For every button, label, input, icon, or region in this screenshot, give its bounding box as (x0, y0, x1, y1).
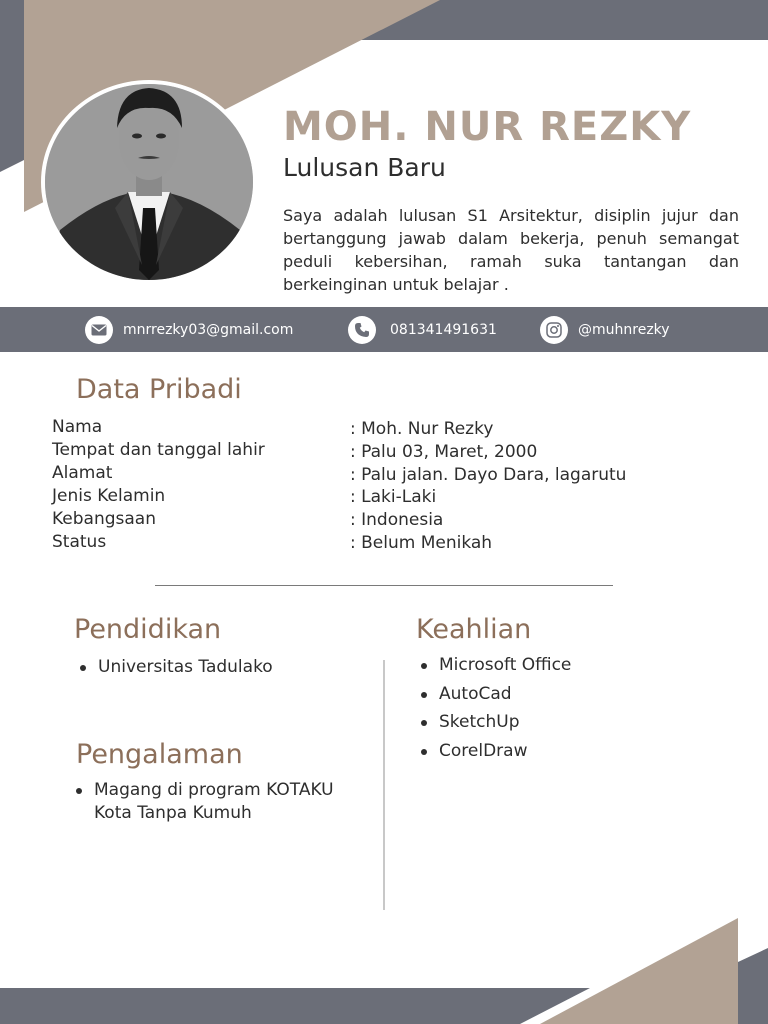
experience-heading: Pengalaman (76, 739, 243, 770)
profile-summary: Saya adalah lulusan S1 Arsitektur, disiplin jujur dan bertanggung jawab dalam bekerja, penuh semangat peduli kebersihan, ramah suka tantangan dan berkeinginan untuk belajar . (283, 206, 739, 294)
skills-heading: Keahlian (416, 614, 532, 645)
education-list (76, 656, 366, 679)
list-item: Microsoft Office (417, 654, 717, 677)
personal-label: Alamat (52, 463, 113, 483)
candidate-name: MOH. NUR REZKY (283, 104, 692, 150)
personal-label: Jenis Kelamin (52, 486, 166, 506)
list-item: SketchUp (417, 711, 717, 734)
candidate-subtitle: Lulusan Baru (283, 153, 446, 182)
personal-label: Kebangsaan (52, 509, 157, 529)
column-divider (383, 660, 385, 910)
profile-photo (40, 80, 258, 285)
personal-label: Nama (52, 417, 103, 437)
list-item: Universitas Tadulako (76, 656, 366, 679)
phone-icon (348, 316, 376, 344)
personal-value: : Moh. Nur Rezky (350, 419, 494, 439)
personal-value: : Indonesia (350, 510, 444, 530)
list-item: AutoCad (417, 683, 717, 706)
skills-list (417, 654, 717, 768)
mail-icon (85, 316, 113, 344)
contact-instagram[interactable] (540, 307, 670, 352)
left-gray-strip (0, 0, 24, 172)
instagram-text: @muhnrezky (578, 321, 670, 338)
contact-bar (0, 307, 768, 352)
personal-value: : Laki-Laki (350, 487, 437, 507)
bottom-right-gray-strip (738, 948, 768, 1024)
list-item: Magang di program KOTAKU Kota Tanpa Kumuh (72, 779, 347, 825)
instagram-icon (540, 316, 568, 344)
education-heading: Pendidikan (74, 614, 222, 645)
experience-list (72, 779, 347, 825)
personal-value: : Palu 03, Maret, 2000 (350, 442, 538, 462)
personal-label: Tempat dan tanggal lahir (52, 440, 265, 460)
contact-email[interactable] (85, 307, 293, 352)
list-item: CorelDraw (417, 740, 717, 763)
personal-label: Status (52, 532, 107, 552)
phone-text: 081341491631 (390, 321, 497, 338)
personal-value: : Belum Menikah (350, 533, 493, 553)
personal-value: : Palu jalan. Dayo Dara, lagarutu (350, 465, 627, 485)
contact-phone[interactable] (348, 307, 497, 352)
personal-data-heading: Data Pribadi (76, 374, 242, 405)
email-text: mnrrezky03@gmail.com (123, 321, 294, 338)
section-divider (155, 585, 613, 586)
